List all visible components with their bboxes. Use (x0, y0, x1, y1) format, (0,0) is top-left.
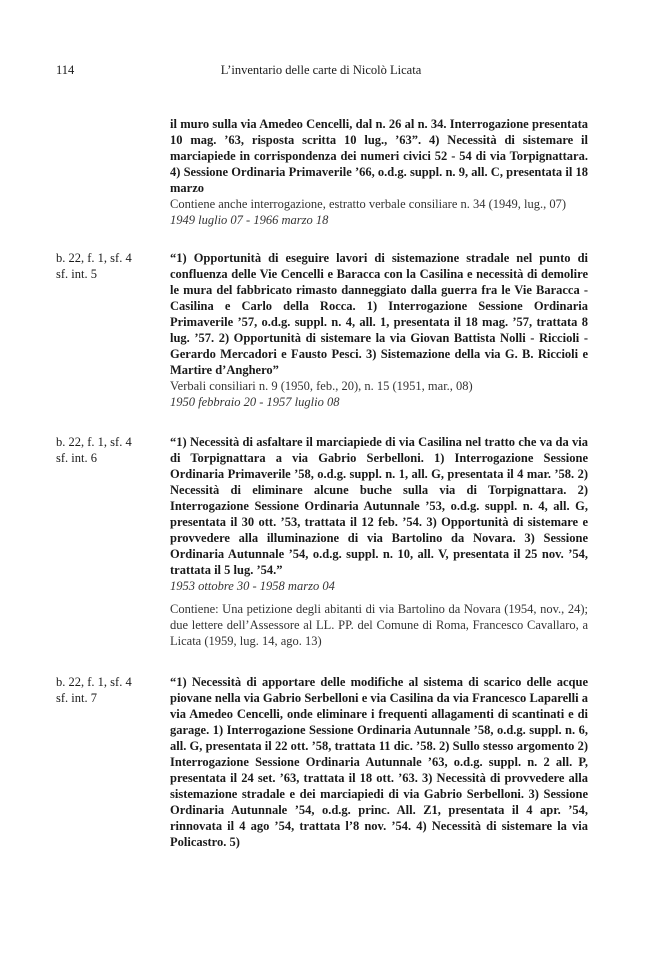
continued-entry (170, 116, 588, 228)
reference-line: sf. int. 7 (56, 691, 97, 705)
running-title: L’inventario delle carte di Nicolò Licata (220, 63, 422, 77)
entry-description: “1) Opportunità di eseguire lavori di sistemazione stradale nel punto di confluenza delle Vie Cencelli e Baracca con la Casilina e necessità di demolire le mura del fabbricato rimasto danneggiato dalla guerra fra le Vie Baracca - Casilina e Carlo della Rocca. 1) Interrogazione Sessione Ordinaria Primaverile ’57, o.d.g. suppl. n. 4, all. 1, presentata il 18 mag. ’57, trattata 8 lug. ’57. 2) Opportunità di sistemare la via Giovan Battista Nolli - Riccioli - Gerardo Mercadori e Fausto Pesci. 3) Sistemazione della via G. B. Riccioli e Martire d’Anghero” (170, 251, 588, 377)
entry-description: “1) Necessità di apportare delle modifiche al sistema di scarico delle acque piovane nella via Gabrio Serbelloni e via Casilina da via Francesco Laparelli a via Amedeo Cencelli, onde eliminare i frequenti allagamenti di scantinati e di garage. 1) Interrogazione Sessione Ordinaria Autunnale ’58, o.d.g. suppl. n. 6, all. G, presentata il 22 ott. ’58, trattata 11 dic. ’58. 2) Sullo stesso argomento 2) Interrogazione Sessione Ordinaria Autunnale ’63, o.d.g. suppl. n. 2 all. P, presentata il 24 set. ’63, trattata il 18 ott. ’63. 3) Necessità di provvedere alla sistemazione stradale e dei marciapiedi di via Gabrio Serbelloni. 3) Sessione Ordinaria Autunnale ’54, o.d.g. princ. All. Z1, presentata il 4 apr. ’54, rinnovata il 4 ago ’54, trattata l’8 nov. ’54. 4) Necessità di sistemare la via Policastro. 5) (170, 675, 588, 849)
reference-line: b. 22, f. 1, sf. 4 (56, 251, 132, 265)
archival-reference (56, 674, 162, 706)
entry-description: il muro sulla via Amedeo Cencelli, dal n. 26 al n. 34. Interrogazione presentata 10 mag. ’63, risposta scritta 10 lug., ’63”. 4) Necessità di sistemare il marciapiede in corrispondenza dei numeri civici 52 - 54 di via Torpignattara. 4) Sessione Ordinaria Primaverile ’66, o.d.g. suppl. n. 9, all. C, presentata il 18 marzo (170, 117, 588, 195)
entry-dates: 1950 febbraio 20 - 1957 luglio 08 (170, 395, 340, 409)
reference-line: b. 22, f. 1, sf. 4 (56, 675, 132, 689)
entry-note: Verbali consiliari n. 9 (1950, feb., 20), n. 15 (1951, mar., 08) (170, 379, 473, 393)
entry-description: “1) Necessità di asfaltare il marciapiede di via Casilina nel tratto che va da via di Torpignattara a via Gabrio Serbelloni. 1) Interrogazione Sessione Ordinaria Primaverile ’58, o.d.g. suppl. n. 1, all. G, presentata il 4 mar. ’58. 2) Necessità di eliminare alcune buche sulla via di Torpignattara. 2) Interrogazione Sessione Ordinaria Autunnale ’53, o.d.g. suppl. n. 4, all. G, presentata il 30 ott. ’53, trattata il 12 feb. ’54. 3) Opportunità di sistemare e provvedere alla illuminazione di via Bartolino da Novara. 3) Sessione Ordinaria Autunnale ’54, o.d.g. suppl. n. 10, all. V, presentata il 25 nov. ’54, trattata il 5 lug. ’54.” (170, 435, 588, 577)
reference-line: b. 22, f. 1, sf. 4 (56, 435, 132, 449)
archival-reference (56, 434, 162, 466)
entry-dates: 1953 ottobre 30 - 1958 marzo 04 (170, 579, 335, 593)
reference-line: sf. int. 6 (56, 451, 97, 465)
entry-dates: 1949 luglio 07 - 1966 marzo 18 (170, 213, 329, 227)
page-number: 114 (56, 63, 75, 77)
entry-note: Contiene: Una petizione degli abitanti di via Bartolino da Novara (1954, nov., 24); due lettere dell’Assessore al LL. PP. del Comune di Roma, Francesco Cavallaro, a Licata (1959, lug. 14, ago. 13) (170, 602, 588, 648)
reference-line: sf. int. 5 (56, 267, 97, 281)
archival-reference (56, 250, 162, 282)
entry-note: Contiene anche interrogazione, estratto verbale consiliare n. 34 (1949, lug., 07) (170, 197, 567, 211)
